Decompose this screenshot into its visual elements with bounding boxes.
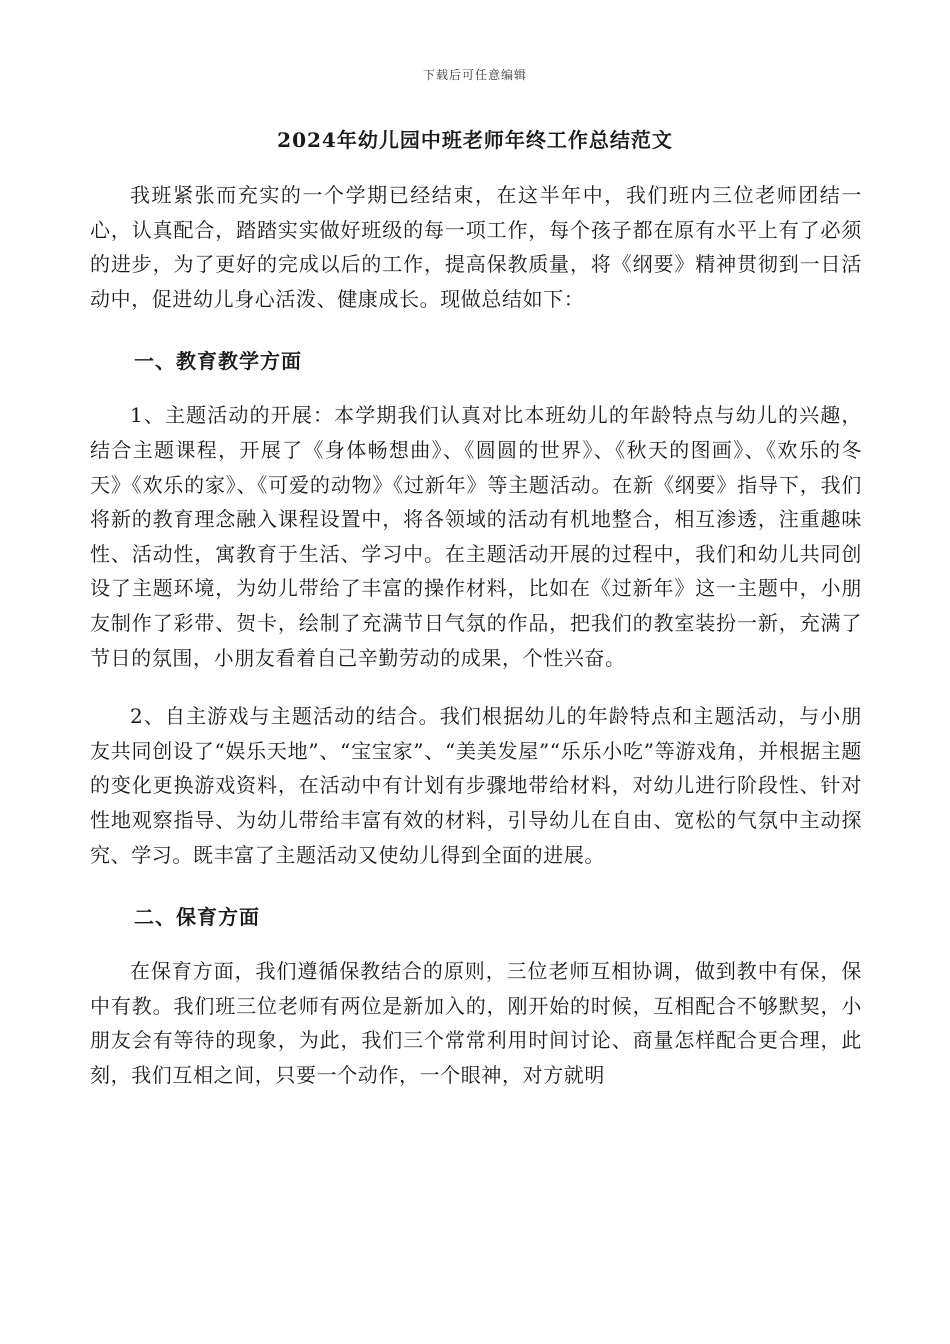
education-paragraph-1: 1、主题活动的开展：本学期我们认真对比本班幼儿的年龄特点与幼儿的兴趣，结合主题课程，开展了《身体畅想曲》、《圆圆的世界》、《秋天的图画》、《欢乐的冬天》《欢乐的家》、《可爱的动物》《过新年》等主题活动。在新《纲要》指导下，我们将新的教育理念融入课程设置中，将各领域的活动有机地整合，相互渗透，注重趣味性、活动性，寓教育于生活、学习中。在主题活动开展的过程中，我们和幼儿共同创设了主题环境，为幼儿带给了丰富的操作材料，比如在《过新年》这一主题中，小朋友制作了彩带、贺卡，绘制了充满节日气氛的作品，把我们的教室装扮一新，充满了节日的氛围，小朋友看着自己辛勤劳动的成果，个性兴奋。 (90, 403, 862, 670)
document-body (90, 178, 862, 1092)
spacer (90, 378, 862, 398)
header-note: 下载后可任意编辑 (422, 68, 527, 82)
intro-paragraph: 我班紧张而充实的一个学期已经结束，在这半年中，我们班内三位老师团结一心，认真配合，踏踏实实做好班级的每一项工作，每个孩子都在原有水平上有了必须的进步，为了更好的完成以后的工作，提高保教质量，将《纲要》精神贯彻到一日活动中，促进幼儿身心活泼、健康成长。现做总结如下： (90, 183, 862, 311)
care-paragraph-1: 在保育方面，我们遵循保教结合的原则，三位老师互相协调，做到教中有保，保中有教。我们班三位老师有两位是新加入的，刚开始的时候，互相配合不够默契，小朋友会有等待的现象，为此，我们三个常常利用时间讨论、商量怎样配合更合理，此刻，我们互相之间，只要一个动作，一个眼神，对方就明 (90, 959, 862, 1087)
spacer (90, 872, 862, 900)
education-paragraph-2: 2、自主游戏与主题活动的结合。我们根据幼儿的年龄特点和主题活动，与小朋友共同创设了“娱乐天地”、“宝宝家”、“美美发屋”“乐乐小吃”等游戏角，并根据主题的变化更换游戏资料，在活动中有计划有步骤地带给材料，对幼儿进行阶段性、针对性地观察指导、为幼儿带给丰富有效的材料，引导幼儿在自由、宽松的气氛中主动探究、学习。既丰富了主题活动又使幼儿得到全面的进展。 (90, 704, 862, 867)
spacer (90, 675, 862, 699)
document-title: 2024年幼儿园中班老师年终工作总结范文 (277, 128, 673, 152)
section-heading-education: 一、教育教学方面 (134, 349, 302, 374)
section-heading-care: 二、保育方面 (134, 905, 260, 930)
spacer (90, 934, 862, 954)
spacer (90, 316, 862, 344)
